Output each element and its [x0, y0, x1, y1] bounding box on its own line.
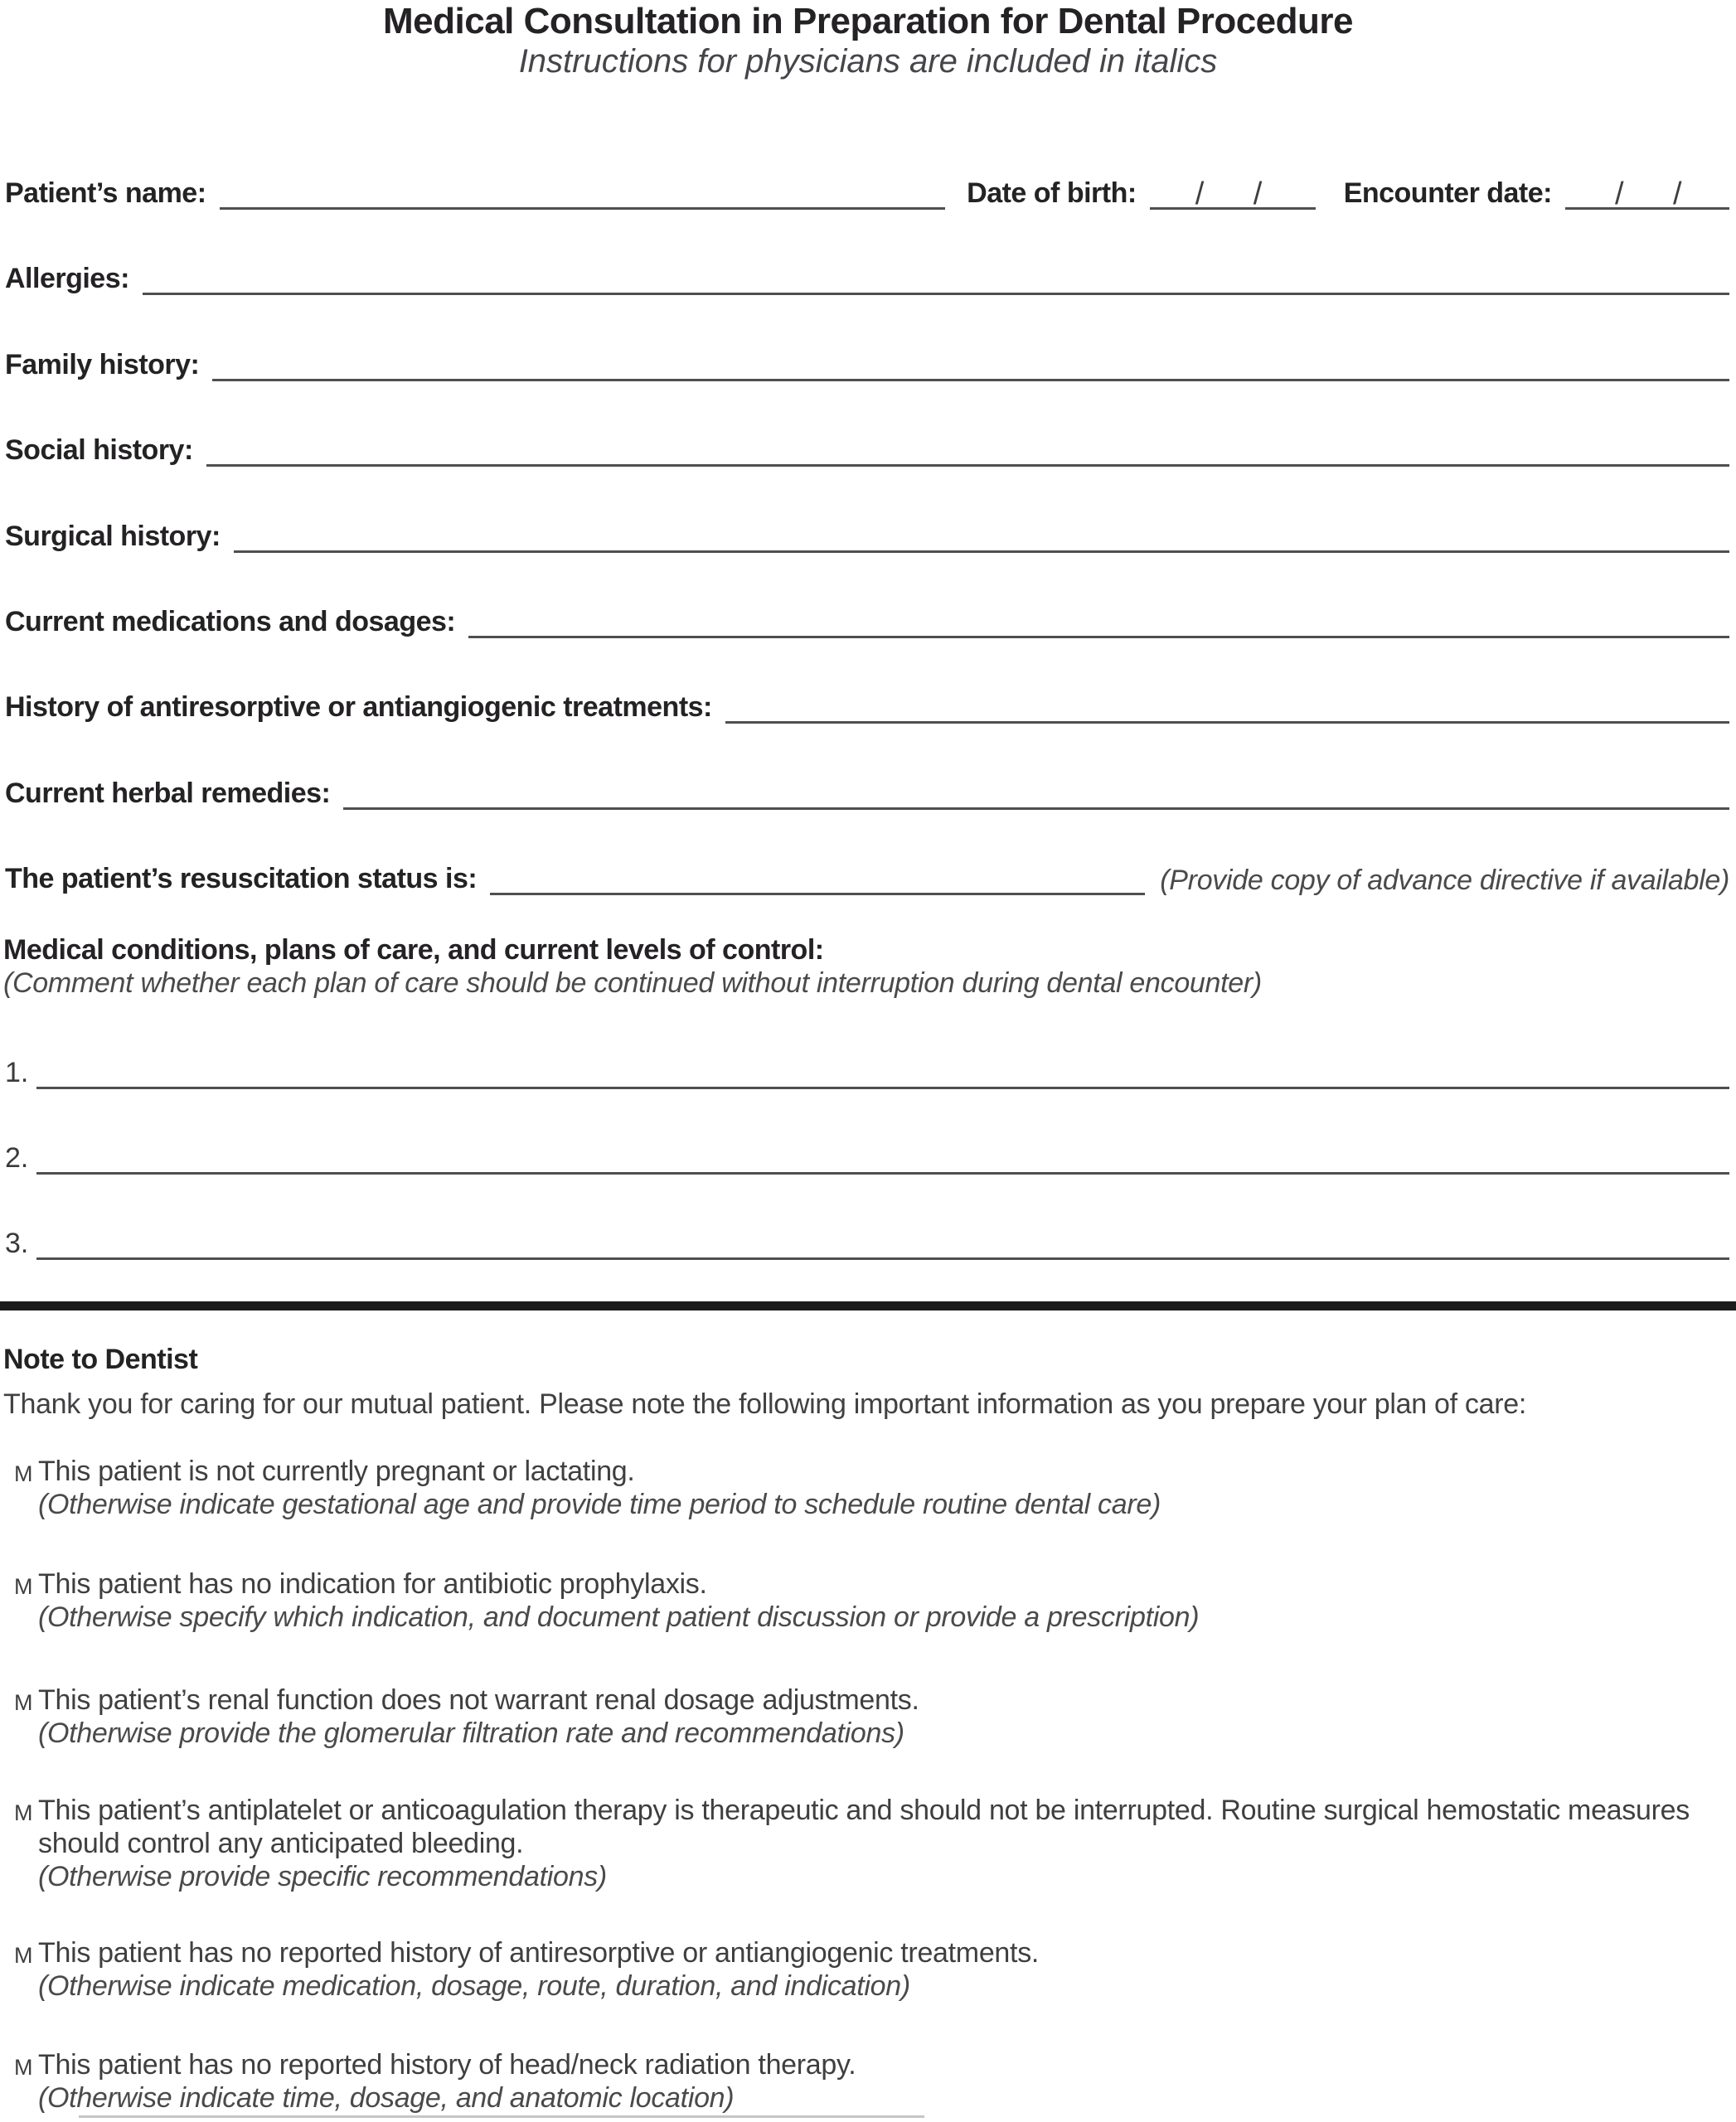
family-history-label: Family history: — [5, 349, 200, 380]
checkbox-icon[interactable]: M — [14, 2055, 33, 2080]
dentist-note-item-anticoagulation — [0, 1794, 1731, 1893]
family-history-field[interactable] — [212, 379, 1729, 381]
condition-number-2: 2. — [5, 1142, 29, 1174]
advance-directive-note: (Provide copy of advance directive if available) — [1160, 865, 1729, 896]
section-divider — [0, 1301, 1736, 1311]
encounter-date-label: Encounter date: — [1343, 177, 1552, 209]
condition-field-1[interactable] — [36, 1087, 1729, 1089]
resuscitation-status-label: The patient’s resuscitation status is: — [5, 863, 478, 894]
encounter-date-field[interactable] — [1565, 177, 1729, 211]
patient-identity-row — [5, 173, 1729, 210]
condition-row-1 — [5, 1053, 1729, 1089]
item-instruction: (Otherwise provide specific recommendations) — [38, 1861, 607, 1892]
item-text: This patient has no reported history of head/neck radiation therapy. — [38, 2049, 856, 2081]
date-slash-icon: / — [1673, 177, 1682, 211]
checkbox-icon[interactable]: M — [14, 1800, 33, 1825]
patient-name-field[interactable] — [220, 207, 946, 210]
antiresorptive-history-field[interactable] — [725, 721, 1729, 724]
social-history-row — [5, 430, 1729, 467]
date-of-birth-label: Date of birth: — [967, 177, 1137, 209]
current-medications-label: Current medications and dosages: — [5, 606, 456, 637]
condition-row-2 — [5, 1138, 1729, 1175]
note-to-dentist-intro: Thank you for caring for our mutual patient. Please note the following important information as you prepare your plan of care: — [3, 1388, 1527, 1420]
allergies-label: Allergies: — [5, 263, 129, 294]
family-history-row — [5, 345, 1729, 381]
note-to-dentist-heading: Note to Dentist — [3, 1344, 198, 1375]
resuscitation-status-row — [5, 859, 1729, 895]
item-text: This patient has no indication for antibiotic prophylaxis. — [38, 1568, 707, 1600]
page-subtitle: Instructions for physicians are included in italics — [518, 43, 1218, 80]
social-history-label: Social history: — [5, 434, 193, 466]
checkbox-icon[interactable]: M — [14, 1690, 33, 1715]
surgical-history-row — [5, 516, 1729, 553]
item-instruction: (Otherwise provide the glomerular filtration rate and recommendations) — [38, 1717, 904, 1749]
date-slash-icon: / — [1615, 177, 1624, 211]
herbal-remedies-row — [5, 773, 1729, 810]
conditions-header: Medical conditions, plans of care, and current levels of control: — [3, 934, 824, 966]
date-slash-icon: / — [1253, 177, 1263, 211]
item-text: This patient’s renal function does not warrant renal dosage adjustments. — [38, 1684, 919, 1716]
surgical-history-field[interactable] — [234, 550, 1729, 553]
herbal-remedies-label: Current herbal remedies: — [5, 778, 331, 809]
patient-name-label: Patient’s name: — [5, 177, 206, 209]
condition-field-3[interactable] — [36, 1257, 1729, 1260]
surgical-history-label: Surgical history: — [5, 521, 221, 552]
item-instruction: (Otherwise indicate time, dosage, and anatomic location) — [38, 2082, 735, 2114]
checkbox-icon[interactable]: M — [14, 1461, 33, 1486]
current-medications-row — [5, 602, 1729, 638]
antiresorptive-history-label: History of antiresorptive or antiangiogenic treatments: — [5, 691, 712, 723]
date-slash-icon: / — [1195, 177, 1205, 211]
item-text: This patient’s antiplatelet or anticoagulation therapy is therapeutic and should not be interrupted. Routine surgical hemostatic measures should control any anticipated bleeding. — [38, 1795, 1690, 1859]
conditions-instruction: (Comment whether each plan of care should be continued without interruption during dental encounter) — [3, 967, 1262, 999]
dentist-note-item-antiresorptive — [0, 1936, 1731, 2003]
dentist-note-item-prophylaxis — [0, 1567, 1731, 1634]
dentist-note-item-radiation — [0, 2048, 1731, 2115]
condition-row-3 — [5, 1223, 1729, 1260]
current-medications-field[interactable] — [468, 636, 1729, 638]
antiresorptive-history-row — [5, 687, 1729, 724]
page-title: Medical Consultation in Preparation for Dental Procedure — [383, 1, 1353, 41]
condition-field-2[interactable] — [36, 1172, 1729, 1175]
allergies-row — [5, 259, 1729, 295]
allergies-field[interactable] — [143, 293, 1729, 295]
item-instruction: (Otherwise specify which indication, and document patient discussion or provide a prescription) — [38, 1601, 1200, 1633]
dentist-note-item-pregnancy — [0, 1455, 1731, 1521]
item-instruction: (Otherwise indicate medication, dosage, route, duration, and indication) — [38, 1970, 910, 2002]
resuscitation-status-field[interactable] — [490, 893, 1145, 895]
scan-artifact-line — [79, 2115, 924, 2118]
herbal-remedies-field[interactable] — [343, 807, 1729, 810]
condition-number-3: 3. — [5, 1228, 29, 1259]
dentist-note-item-renal — [0, 1684, 1731, 1750]
item-text: This patient is not currently pregnant or lactating. — [38, 1456, 635, 1487]
date-of-birth-field[interactable] — [1150, 177, 1316, 211]
checkbox-icon[interactable]: M — [14, 1943, 33, 1968]
item-instruction: (Otherwise indicate gestational age and provide time period to schedule routine dental care) — [38, 1489, 1161, 1520]
checkbox-icon[interactable]: M — [14, 1574, 33, 1599]
social-history-field[interactable] — [206, 464, 1729, 467]
condition-number-1: 1. — [5, 1057, 29, 1088]
item-text: This patient has no reported history of antiresorptive or antiangiogenic treatments. — [38, 1937, 1040, 1969]
